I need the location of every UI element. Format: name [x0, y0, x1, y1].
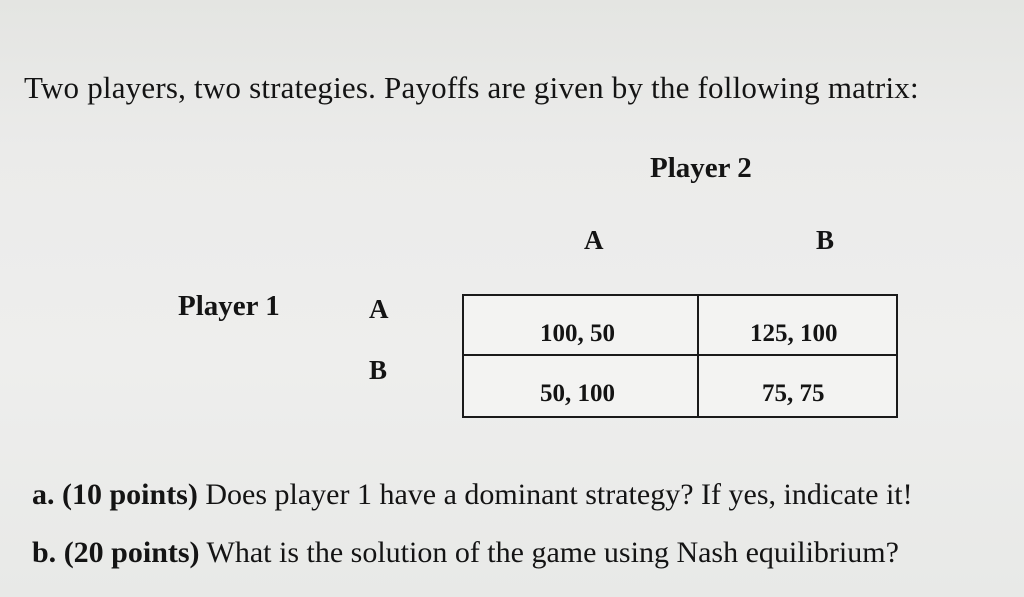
row-strategy-b: B: [369, 355, 388, 385]
question-b: [32, 536, 899, 570]
matrix-divider-vertical: [697, 296, 699, 416]
payoff-cell-b-b: 75, 75: [762, 380, 825, 407]
question-b-tag: b.: [32, 536, 57, 569]
question-a: [32, 478, 913, 512]
player1-label: Player 1: [178, 290, 280, 322]
payoff-matrix: [462, 294, 898, 418]
payoff-cell-a-a: 100, 50: [540, 320, 615, 347]
matrix-divider-horizontal: [464, 354, 896, 356]
payoff-cell-b-a: 50, 100: [540, 380, 615, 407]
question-b-points: (20 points): [63, 536, 200, 569]
question-b-text: What is the solution of the game using Nash equilibrium?: [206, 536, 899, 569]
question-a-tag: a.: [32, 478, 55, 511]
question-a-points: (10 points): [62, 478, 198, 511]
column-strategy-a: A: [584, 225, 604, 255]
row-strategy-a: A: [369, 294, 389, 324]
player2-label: Player 2: [650, 152, 752, 184]
payoff-cell-a-b: 125, 100: [750, 320, 838, 347]
intro-text: Two players, two strategies. Payoffs are given by the following matrix:: [24, 70, 919, 105]
question-a-text: Does player 1 have a dominant strategy? If yes, indicate it!: [205, 478, 913, 511]
column-strategy-b: B: [816, 225, 835, 255]
